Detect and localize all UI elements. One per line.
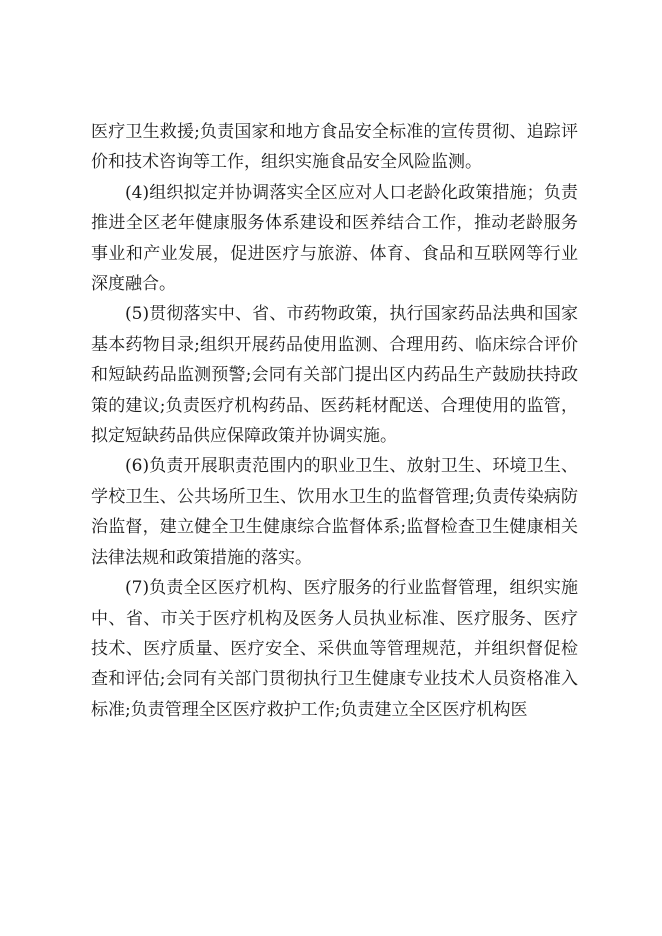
paragraph-item-7: (7)负责全区医疗机构、医疗服务的行业监督管理，组织实施中、省、市关于医疗机构及医务人员执业标准、医疗服务、医疗技术、医疗质量、医疗安全、采供血等管理规范，并组织督促检查和评估;会同有关部门贯彻执行卫生健康专业技术人员资格准入标准;负责管理全区医疗救护工作;负责建立全区医疗机构医: [91, 578, 578, 720]
paragraph-item-4: (4)组织拟定并协调落实全区应对人口老龄化政策措施；负责推进全区老年健康服务体系建设和医养结合工作，推动老龄服务事业和产业发展，促进医疗与旅游、体育、食品和互联网等行业深度融合。: [91, 182, 578, 295]
body-text: [91, 117, 578, 725]
paragraph-item-5: (5)贯彻落实中、省、市药物政策，执行国家药品法典和国家基本药物目录;组织开展药品使用监测、合理用药、临床综合评价和短缺药品监测预警;会同有关部门提出区内药品生产鼓励扶持政策的建议;负责医疗机构药品、医药耗材配送、合理使用的监管，拟定短缺药品供应保障政策并协调实施。: [91, 304, 578, 447]
paragraph-continuation: 医疗卫生救援;负责国家和地方食品安全标准的宣传贯彻、追踪评价和技术咨询等工作，组织实施食品安全风险监测。: [91, 122, 578, 173]
paragraph-item-6: (6)负责开展职责范围内的职业卫生、放射卫生、环境卫生、学校卫生、公共场所卫生、饮用水卫生的监督管理;负责传染病防治监督，建立健全卫生健康综合监督体系;监督检查卫生健康相关法律法规和政策措施的落实。: [91, 456, 578, 568]
